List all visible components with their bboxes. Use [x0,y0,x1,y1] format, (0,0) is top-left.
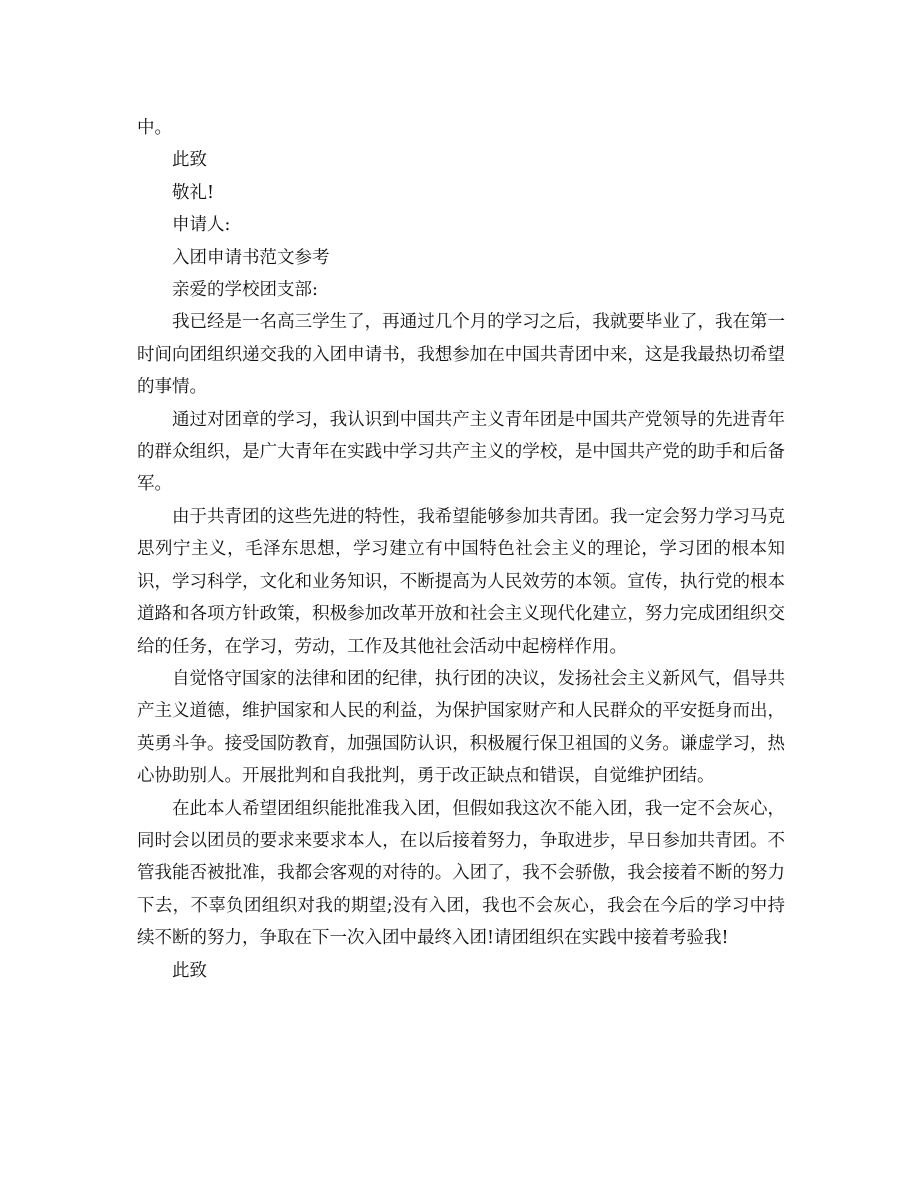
closing-line: 此致 [172,150,207,171]
greeting: 亲爱的学校团支部: [172,280,318,301]
body-paragraph: 我已经是一名高三学生了，再通过几个月的学习之后，我就要毕业了，我在第一时间向团组织递交我的入团申请书，我想参加在中国共青团中来，这是我最热切希望的事情。 [137,312,785,398]
salutation: 敬礼! [172,182,215,203]
paragraph-continuation: 中。 [137,118,172,138]
section-title: 入团申请书范文参考 [172,247,330,268]
body-paragraph: 由于共青团的这些先进的特性，我希望能够参加共青团。我一定会努力学习马克思列宁主义，毛泽东思想，学习建立有中国特色社会主义的理论，学习团的根本知识，学习科学，文化和业务知识，不断提高为人民效劳的本领。宣传，执行党的根本道路和各项方针政策，积极参加改革开放和社会主义现代化建立，努力完成团组织交给的任务，在学习，劳动，工作及其他社会活动中起榜样作用。 [137,506,785,657]
applicant-label: 申请人: [172,215,231,236]
closing-line: 此致 [172,960,207,981]
document-body [137,112,785,987]
body-paragraph: 自觉恪守国家的法律和团的纪律，执行团的决议，发扬社会主义新风气，倡导共产主义道德，维护国家和人民的利益，为保护国家财产和人民群众的平安挺身而出，英勇斗争。接受国防教育，加强国防认识，积极履行保卫祖国的义务。谦虚学习，热心协助别人。开展批判和自我批判，勇于改正缺点和错误，自觉维护团结。 [137,668,785,787]
body-paragraph: 在此本人希望团组织能批准我入团，但假如我这次不能入团，我一定不会灰心，同时会以团员的要求来要求本人，在以后接着努力，争取进步，早日参加共青团。不管我能否被批准，我都会客观的对待的。入团了，我不会骄傲，我会接着不断的努力下去，不辜负团组织对我的期望;没有入团，我也不会灰心，我会在今后的学习中持续不断的努力，争取在下一次入团中最终入团!请团组织在实践中接着考验我! [137,798,785,949]
body-paragraph: 通过对团章的学习，我认识到中国共产主义青年团是中国共产党领导的先进青年的群众组织，是广大青年在实践中学习共产主义的学校，是中国共产党的助手和后备军。 [137,409,785,495]
